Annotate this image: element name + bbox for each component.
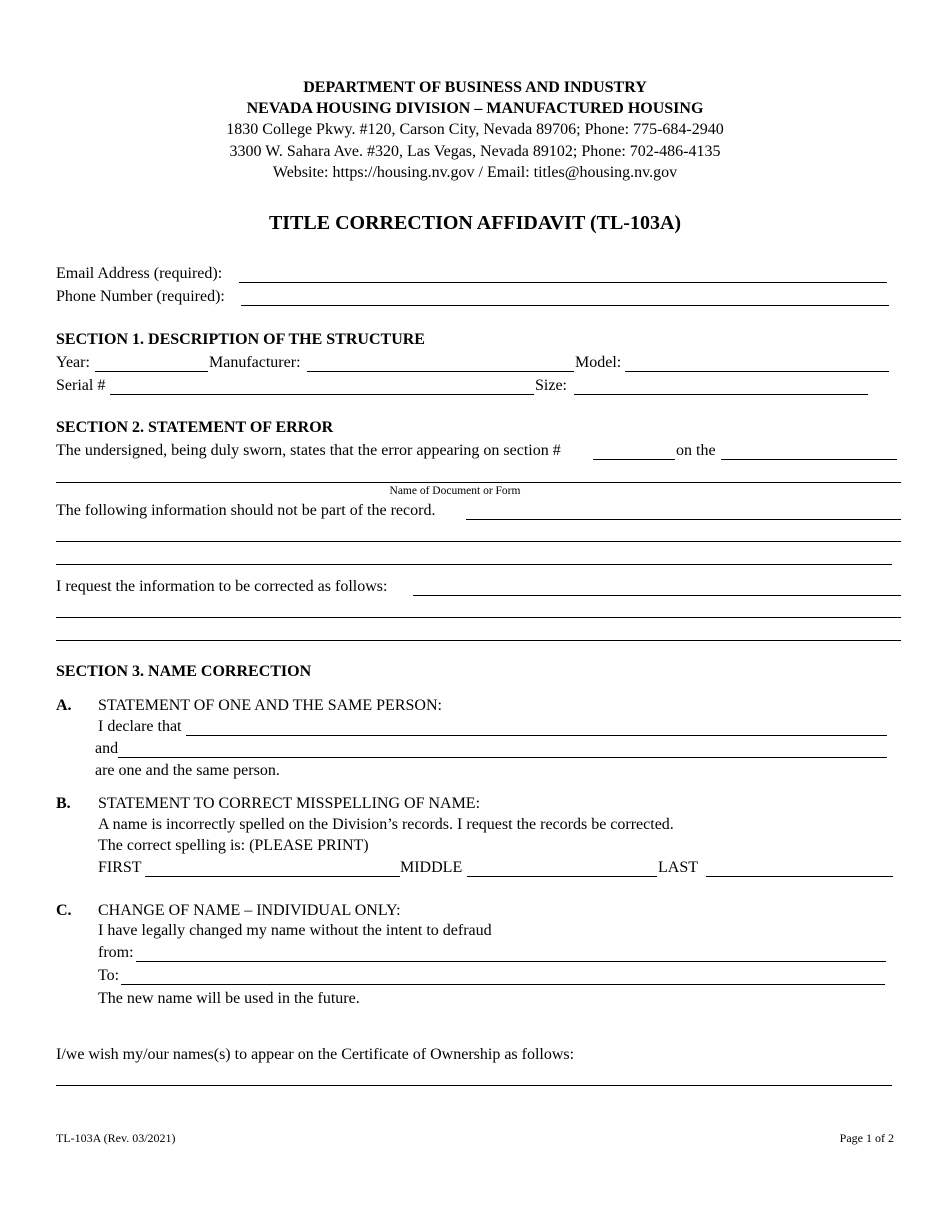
last-label: LAST (658, 859, 698, 876)
first-name-field[interactable] (186, 721, 887, 736)
correct-spelling-text: The correct spelling is: (PLEASE PRINT) (98, 837, 369, 854)
section-number-field[interactable] (593, 445, 675, 460)
middle-label: MIDDLE (400, 859, 463, 876)
future-name-text: The new name will be used in the future. (98, 990, 360, 1007)
part-b-title: STATEMENT TO CORRECT MISSPELLING OF NAME: (98, 795, 481, 812)
error-statement: The undersigned, being duly sworn, states that the error appearing on section # (56, 442, 561, 459)
certificate-field[interactable] (56, 1071, 892, 1086)
to-field[interactable] (121, 970, 885, 985)
last-field[interactable] (706, 862, 893, 877)
first-label: FIRST (98, 859, 142, 876)
not-part-line-2[interactable] (56, 541, 901, 542)
document-name-line[interactable] (56, 482, 901, 483)
from-field[interactable] (136, 947, 886, 962)
year-label: Year: (56, 354, 90, 371)
website-email: Website: https://housing.nv.gov / Email: titles@housing.nv.gov (272, 164, 678, 181)
part-c-letter: C. (56, 902, 72, 919)
manufacturer-label: Manufacturer: (209, 354, 301, 371)
misspelling-text: A name is incorrectly spelled on the Division’s records. I request the records be corrected. (98, 816, 674, 833)
carson-city-address: 1830 College Pkwy. #120, Carson City, Nevada 89706; Phone: 775-684-2940 (226, 121, 724, 138)
department-name: DEPARTMENT OF BUSINESS AND INDUSTRY (303, 79, 647, 96)
certificate-label: I/we wish my/our names(s) to appear on the Certificate of Ownership as follows: (56, 1046, 575, 1063)
to-label: To: (98, 967, 120, 984)
form-title: TITLE CORRECTION AFFIDAVIT (TL-103A) (268, 212, 682, 234)
not-part-label: The following information should not be part of the record. (56, 502, 436, 519)
email-label: Email Address (required): (56, 265, 223, 282)
on-the-label: on the (676, 442, 716, 459)
not-part-line-3[interactable] (56, 564, 892, 565)
middle-field[interactable] (467, 862, 657, 877)
correct-line-3[interactable] (56, 640, 901, 641)
year-field[interactable] (95, 357, 208, 372)
part-a-title: STATEMENT OF ONE AND THE SAME PERSON: (98, 697, 442, 714)
second-name-field[interactable] (118, 743, 887, 758)
form-number: TL-103A (Rev. 03/2021) (56, 1131, 176, 1145)
section1-heading: SECTION 1. DESCRIPTION OF THE STRUCTURE (56, 331, 425, 348)
size-label: Size: (535, 377, 567, 394)
phone-field[interactable] (241, 291, 889, 306)
not-part-field[interactable] (466, 505, 901, 520)
model-field[interactable] (625, 357, 889, 372)
legal-change-text: I have legally changed my name without the intent to defraud (98, 922, 492, 939)
correct-label: I request the information to be corrected as follows: (56, 578, 388, 595)
document-field-inline[interactable] (721, 445, 897, 460)
serial-label: Serial # (56, 377, 106, 394)
model-label: Model: (575, 354, 622, 371)
section2-heading: SECTION 2. STATEMENT OF ERROR (56, 419, 334, 436)
correct-field[interactable] (413, 581, 901, 596)
page-number: Page 1 of 2 (839, 1131, 894, 1145)
size-field[interactable] (574, 380, 868, 395)
part-c-title: CHANGE OF NAME – INDIVIDUAL ONLY: (98, 902, 401, 919)
part-b-letter: B. (56, 795, 71, 812)
and-label: and (95, 740, 119, 757)
email-field[interactable] (239, 268, 887, 283)
declare-label: I declare that (98, 718, 182, 735)
correct-line-2[interactable] (56, 617, 901, 618)
phone-label: Phone Number (required): (56, 288, 225, 305)
same-person-text: are one and the same person. (95, 762, 280, 779)
from-label: from: (98, 944, 134, 961)
part-a-letter: A. (56, 697, 72, 714)
document-caption: Name of Document or Form (389, 485, 521, 497)
las-vegas-address: 3300 W. Sahara Ave. #320, Las Vegas, Nevada 89102; Phone: 702-486-4135 (229, 143, 721, 160)
manufacturer-field[interactable] (307, 357, 574, 372)
division-name: NEVADA HOUSING DIVISION – MANUFACTURED HOUSING (246, 100, 704, 117)
serial-field[interactable] (110, 380, 534, 395)
first-field[interactable] (145, 862, 400, 877)
section3-heading: SECTION 3. NAME CORRECTION (56, 663, 312, 680)
